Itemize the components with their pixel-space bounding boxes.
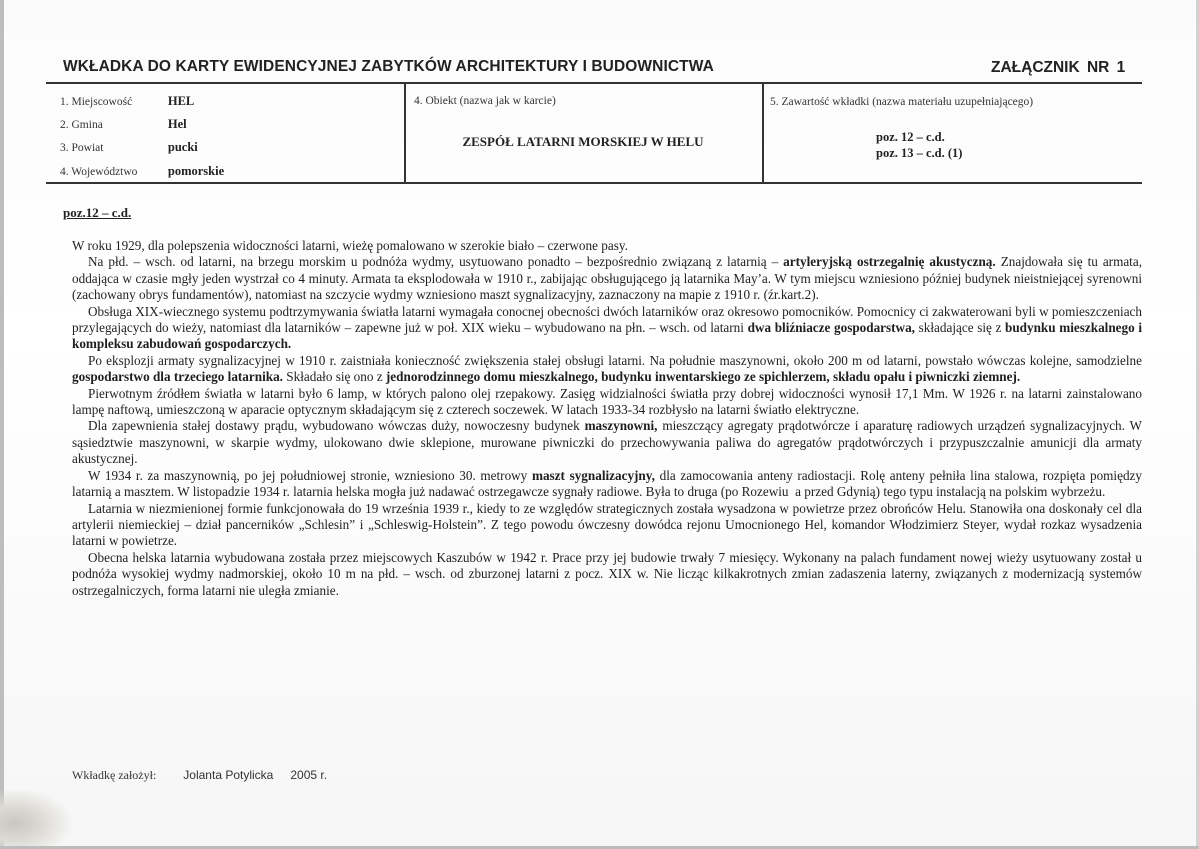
- paragraph-p5: [72, 386, 1142, 419]
- document-title: WKŁADKA DO KARTY EWIDENCYJNEJ ZABYTKÓW ARCHITEKTURY I BUDOWNICTWA: [63, 58, 714, 75]
- text-run: dla zamocowania anteny radiostacji. Rolę anteny pełniła lina stalowa, rozpięta pomiędzy latarnią a masztem. W listopadzie 1934 r. latarnia helska mogła już nadawać ostrzegawcze sygnały radiowe. Była to druga (po Rozewiu a przed Gdynią) tego typu instalacją na polskim wybrzeżu.: [72, 467, 1142, 500]
- bold-text: artyleryjską ostrzegalnię akustyczną.: [783, 254, 996, 270]
- field-label: 2. Gmina: [60, 119, 103, 131]
- bold-text: maszt sygnalizacyjny,: [531, 467, 655, 483]
- field-value: pucki: [167, 140, 198, 154]
- text-run: składające się z: [914, 320, 1005, 336]
- bold-text: dwa bliźniacze gospodarstwa,: [747, 320, 915, 336]
- author-year: 2005 r.: [290, 768, 328, 782]
- text-run: W 1934 r. za maszynownią, po jej południowej stronie, wzniesiono 30. metrowy: [88, 467, 532, 483]
- text-run: Po eksplozji armaty sygnalizacyjnej w 1910 r. zaistniała konieczność zwiększenia stałej obsługi latarni. Na południe maszynowni, około 200 m od latarni, powstało wówczas kolejne, samodzielne: [88, 352, 1142, 368]
- text-run: Składało się ono z: [282, 369, 386, 385]
- paragraph-p6: [72, 418, 1142, 467]
- paragraph-p3: [72, 304, 1142, 353]
- location-row-commune: [60, 117, 187, 132]
- text-run: Znajdowała się tu armata, oddająca w czasie mgły jeden wystrzał co 4 minuty. Armata ta eksplodowała w 1910 r., zabijając obsługującego ją latarnika May’a. W tym miejscu wzniesiono później budynek nieistniejącej syrenowni (zachowany obrys fundamentów), natomiast na szczycie wydmy wzniesiono maszt sygnalizacyjny, zaznaczony na mapie z 1910 r. (źr.kart.2).: [72, 254, 1142, 303]
- location-row-county: [60, 140, 198, 155]
- contents-label: 5. Zawartość wkładki (nazwa materiału uzupełniającego): [770, 96, 1034, 108]
- body-text: [72, 238, 1142, 599]
- info-table: [46, 82, 1142, 184]
- scan-edge-left: [0, 0, 4, 849]
- bold-text: budynku mieszkalnego i kompleksu zabudowań gospodarczych.: [72, 320, 1143, 352]
- contents-item: poz. 13 – c.d. (1): [876, 146, 963, 160]
- location-row-voivodeship: [60, 164, 224, 179]
- paper-stain: [0, 790, 70, 846]
- field-label: 4. Województwo: [60, 166, 138, 178]
- field-value: Hel: [167, 117, 187, 131]
- author-name: Jolanta Potylicka: [183, 768, 274, 782]
- paragraph-p9: [72, 550, 1142, 599]
- text-run: Na płd. – wsch. od latarni, na brzegu morskim u podnóża wydmy, usytuowano ponadto – bezpośrednio związaną z latarnią –: [88, 254, 784, 270]
- paragraph-p4: [72, 353, 1142, 386]
- text-run: Latarnia w niezmienionej formie funkcjonowała do 19 września 1939 r., kiedy to ze względów strategicznych została wysadzona w powietrze przez obrońców Helu. Stanowiła ona doskonały cel dla artylerii niemieckiej – dział pancerników „Schlesin” i „Schleswig-Holstein”. Z tego powodu ówczesny dowódca rejonu Umocnionego Hel, komandor Włodzimierz Steyer, wydał rozkaz wysadzenia latarni w powietrze.: [72, 500, 1142, 549]
- footer-signature: [72, 768, 327, 783]
- text-run: Pierwotnym źródłem światła w latarni było 6 lamp, w których palono olej rzepakowy. Zasięg widzialności światła przy dobrej widoczności wynosił 17,1 Mm. W 1926 r. na latarni zainstalowano lampę naftową, umieszczoną w aparacie optycznym składającym się z czterech soczewek. W latach 1933-34 rozbłysło na latarni światło elektryczne.: [72, 385, 1142, 418]
- bold-text: maszynowni,: [584, 418, 658, 434]
- object-label: 4. Obiekt (nazwa jak w karcie): [414, 95, 556, 107]
- author-label: Wkładkę założył:: [72, 768, 157, 782]
- section-heading: poz.12 – c.d.: [63, 205, 132, 220]
- field-value: pomorskie: [167, 164, 225, 178]
- location-row-town: [60, 94, 194, 109]
- text-run: Obsługa XIX-wiecznego systemu podtrzymywania światła latarni wymagała conocnej obecności dwóch latarników oraz okresowo pomocników. Pomocnicy ci zakwaterowani byli w pomieszczeniach przylegających do wieży, natomiast dla latarników – zapewne już w poł. XIX wieku – wybudowano na płn. – wsch. od latarni: [72, 303, 1142, 336]
- object-name: ZESPÓŁ LATARNI MORSKIEJ W HELU: [462, 134, 704, 149]
- bold-text: gospodarstwo dla trzeciego latarnika.: [72, 369, 283, 385]
- field-label: 1. Miejscowość: [60, 96, 133, 108]
- text-run: Dla zapewnienia stałej dostawy prądu, wybudowano wówczas duży, nowoczesny budynek: [88, 418, 585, 434]
- column-divider: [404, 84, 406, 184]
- paragraph-p1: [72, 238, 1142, 254]
- text-run: Obecna helska latarnia wybudowana została przez miejscowych Kaszubów w 1942 r. Prace przy jej budowie trwały 7 miesięcy. Wykonany na palach fundament nowej wieży usytuowany został u podnóża wysokiej wydmy nadmorskiej, około 10 m na płd. – wsch. od zburzonej latarni z pocz. XIX w. Nie licząc kilkakrotnych zmian zadaszenia laterny, związanych z modernizacją systemów ostrzegalniczych, forma latarni nie uległa zmianie.: [72, 549, 1142, 598]
- field-value: HEL: [167, 94, 195, 108]
- column-divider: [762, 84, 764, 184]
- text-run: mieszczący agregaty prądotwórcze i aparaturę radiowych urządzeń sygnalizacyjnych. W sąsiedztwie maszynowni, w skarpie wydmy, ulokowano dwie sklepione, murowane piwniczki do przechowywania paliwa do agregatów prądotwórczych i przypuszczalnie amunicji dla armaty akustycznej.: [72, 418, 1142, 467]
- text-run: W roku 1929, dla polepszenia widoczności latarni, wieżę pomalowano w szerokie biało – czerwone pasy.: [72, 238, 628, 253]
- contents-item: poz. 12 – c.d.: [876, 130, 945, 144]
- paragraph-p7: [72, 468, 1142, 501]
- bold-text: jednorodzinnego domu mieszkalnego, budynku inwentarskiego ze spichlerzem, składu opału i piwniczki ziemnej.: [385, 369, 1021, 385]
- annex-number: ZAŁĄCZNIK NR 1: [991, 59, 1126, 76]
- field-label: 3. Powiat: [60, 142, 104, 154]
- paragraph-p2: [72, 254, 1142, 303]
- paragraph-p8: [72, 501, 1142, 550]
